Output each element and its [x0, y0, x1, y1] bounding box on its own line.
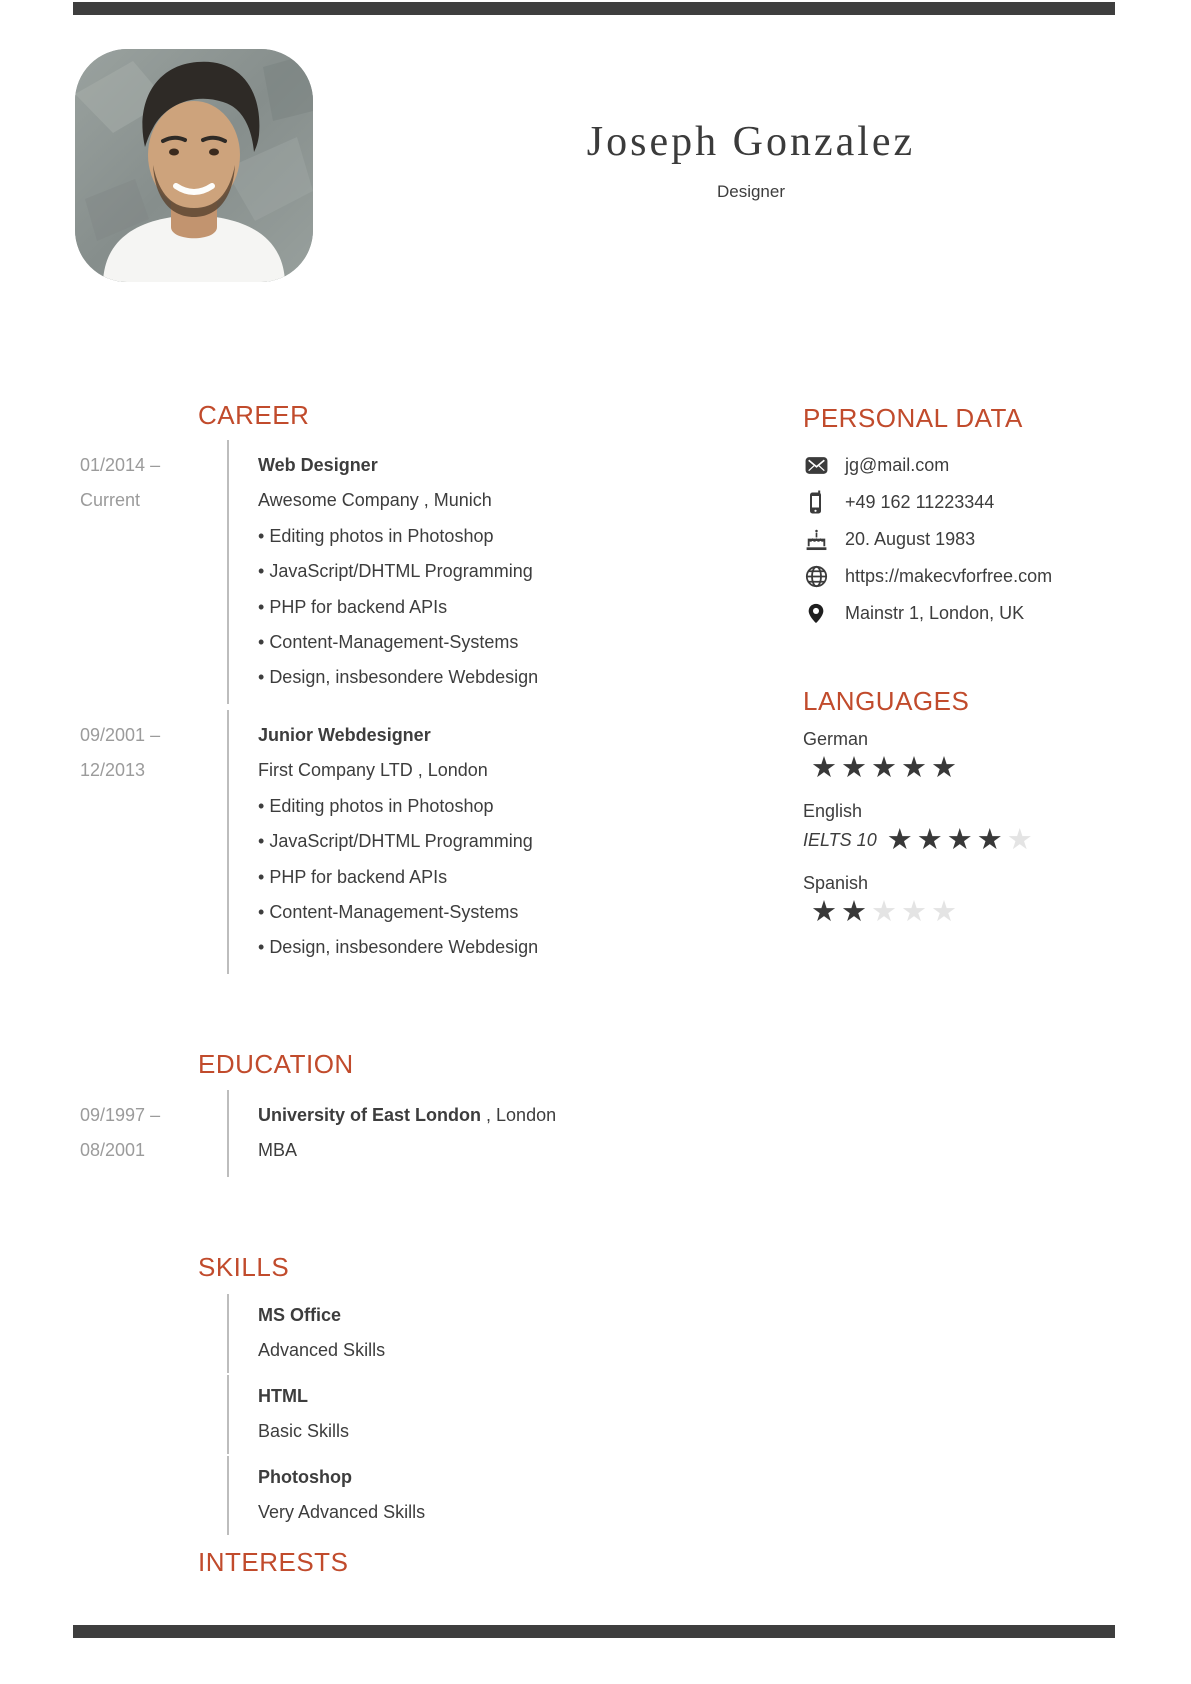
profile-photo-illustration — [75, 49, 313, 282]
skill-level: Basic Skills — [258, 1421, 350, 1442]
language-rating — [803, 824, 1143, 856]
job-bullet: • JavaScript/DHTML Programming — [258, 554, 538, 589]
company: Awesome Company , Munich — [258, 490, 492, 511]
language-name: German — [803, 729, 869, 749]
education-entry-body — [227, 1090, 556, 1177]
star-rating — [811, 751, 961, 784]
date-start: 09/2001 – — [80, 725, 161, 745]
institution-line — [258, 1098, 556, 1133]
date-end: 08/2001 — [80, 1140, 146, 1161]
star-icon: ★ — [1006, 823, 1037, 856]
institution-location: , London — [481, 1105, 557, 1125]
website-value: https://makecvforfree.com — [845, 566, 1053, 586]
star-icon: ★ — [841, 751, 871, 784]
language-item — [803, 872, 1143, 928]
language-rating — [803, 896, 1143, 928]
language-item — [803, 800, 1143, 856]
education-heading: EDUCATION — [198, 1049, 354, 1079]
date-start: 09/1997 – — [80, 1105, 161, 1125]
personal-data-row — [803, 521, 1143, 558]
personal-data-row — [803, 447, 1143, 484]
star-icon: ★ — [871, 751, 901, 784]
job-title: Junior Webdesigner — [258, 725, 431, 745]
company: First Company LTD , London — [258, 760, 488, 781]
skills-heading: SKILLS — [198, 1252, 290, 1282]
job-bullet: • PHP for backend APIs — [258, 860, 538, 895]
skill-level: Advanced Skills — [258, 1340, 386, 1361]
date-range — [80, 440, 227, 704]
language-name: English — [803, 801, 863, 821]
phone-value: +49 162 11223344 — [845, 492, 995, 512]
skill-item — [227, 1456, 425, 1535]
bottom-accent-bar — [73, 1625, 1115, 1638]
date-end: Current — [80, 490, 141, 511]
institution: University of East London — [258, 1105, 482, 1125]
address-value: Mainstr 1, London, UK — [845, 603, 1025, 623]
personal-data-row — [803, 558, 1143, 595]
languages-heading: LANGUAGES — [803, 686, 970, 716]
email-icon — [803, 453, 829, 479]
language-item — [803, 728, 1143, 784]
career-heading: CAREER — [198, 400, 310, 430]
skill-level: Very Advanced Skills — [258, 1502, 426, 1523]
mobile-phone-icon — [803, 490, 829, 516]
date-end: 12/2013 — [80, 760, 146, 781]
job-bullet: • Design, insbesondere Webdesign — [258, 930, 538, 965]
career-entry-body — [227, 440, 538, 704]
education-entry — [80, 1090, 556, 1177]
personal-data-section — [803, 403, 1143, 632]
job-bullet: • Editing photos in Photoshop — [258, 789, 538, 824]
language-note: IELTS 10 — [803, 829, 877, 850]
interests-heading: INTERESTS — [198, 1547, 349, 1577]
date-range — [80, 1090, 227, 1177]
job-bullet: • PHP for backend APIs — [258, 590, 538, 625]
star-icon: ★ — [976, 823, 1007, 856]
skill-name: MS Office — [258, 1305, 342, 1325]
star-icon: ★ — [901, 751, 931, 784]
globe-icon — [803, 564, 829, 590]
star-icon: ★ — [811, 751, 841, 784]
language-rating — [803, 752, 1143, 784]
skill-item — [227, 1375, 349, 1454]
star-rating — [886, 823, 1037, 856]
date-range — [80, 710, 227, 974]
birthday-value: 20. August 1983 — [845, 529, 976, 549]
date-start: 01/2014 – — [80, 455, 161, 475]
personal-data-row — [803, 484, 1143, 521]
star-icon: ★ — [871, 895, 901, 928]
skill-item — [227, 1294, 385, 1373]
degree: MBA — [258, 1140, 298, 1161]
personal-data-heading: PERSONAL DATA — [803, 403, 1023, 433]
email-value: jg@mail.com — [845, 455, 950, 475]
birthday-cake-icon — [803, 527, 829, 553]
location-pin-icon — [803, 601, 829, 627]
skill-name: Photoshop — [258, 1467, 352, 1487]
star-icon: ★ — [886, 823, 917, 856]
job-bullet: • Design, insbesondere Webdesign — [258, 660, 538, 695]
languages-section — [803, 686, 1143, 944]
star-rating — [811, 895, 961, 928]
star-icon: ★ — [841, 895, 871, 928]
top-accent-bar — [73, 2, 1115, 15]
star-icon: ★ — [931, 751, 961, 784]
personal-data-row — [803, 595, 1143, 632]
career-entry — [80, 440, 538, 704]
star-icon: ★ — [916, 823, 947, 856]
job-bullet: • Content-Management-Systems — [258, 895, 538, 930]
star-icon: ★ — [811, 895, 841, 928]
person-name: Joseph Gonzalez — [586, 119, 916, 165]
job-title: Web Designer — [258, 455, 378, 475]
star-icon: ★ — [901, 895, 931, 928]
job-bullet: • JavaScript/DHTML Programming — [258, 824, 538, 859]
job-bullet: • Editing photos in Photoshop — [258, 519, 538, 554]
career-entry — [80, 710, 538, 974]
career-entry-body — [227, 710, 538, 974]
star-icon: ★ — [931, 895, 961, 928]
job-bullet: • Content-Management-Systems — [258, 625, 538, 660]
star-icon: ★ — [946, 823, 977, 856]
profile-photo — [75, 49, 313, 282]
person-title: Designer — [716, 182, 786, 201]
language-name: Spanish — [803, 873, 869, 893]
skill-name: HTML — [258, 1386, 308, 1406]
